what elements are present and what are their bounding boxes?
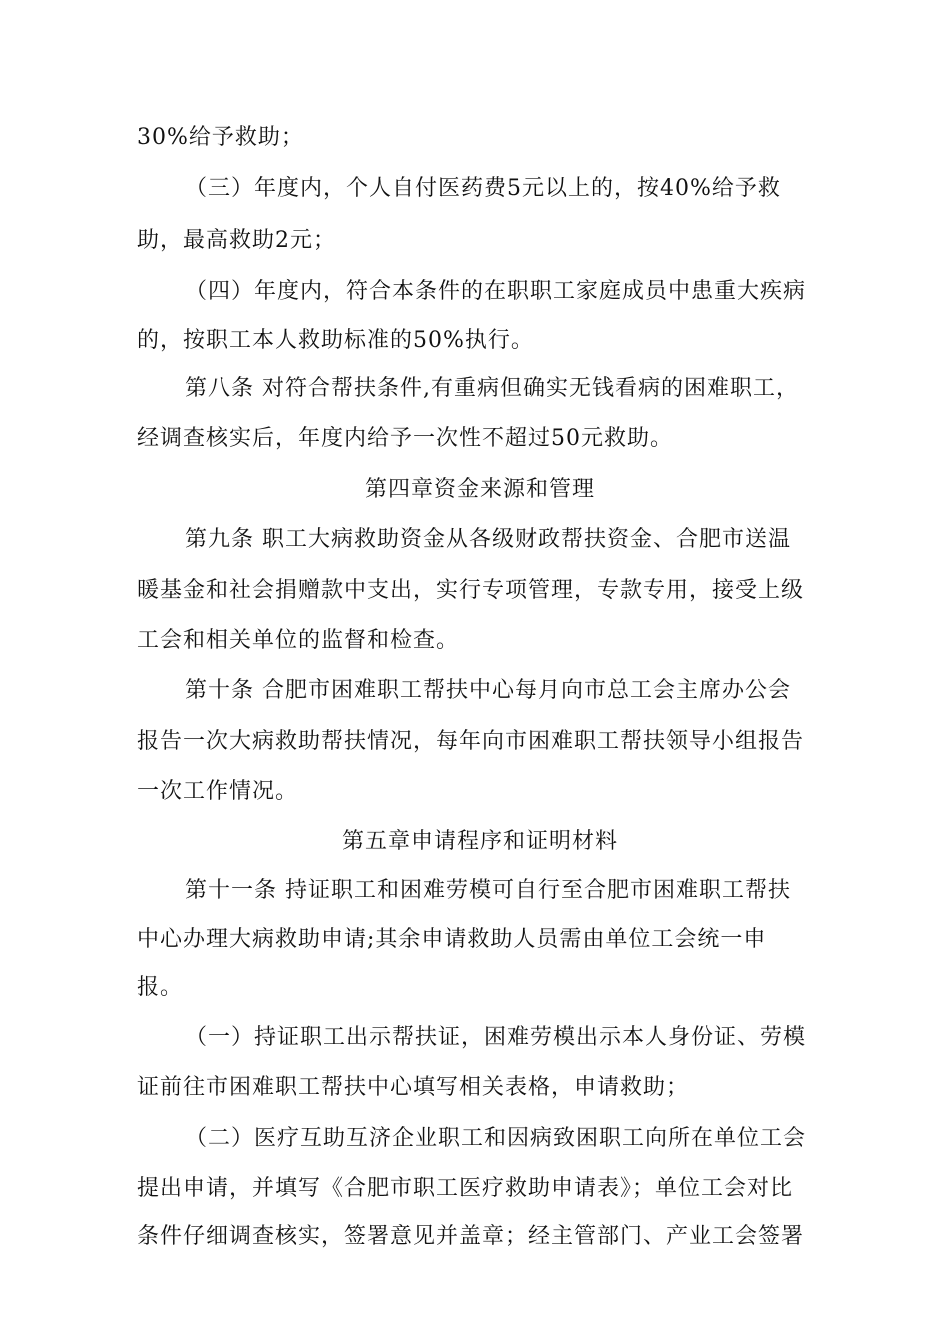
text-line: （二）医疗互助互济企业职工和因病致困职工向所在单位工会: [185, 1126, 807, 1151]
text-line: 的，按职工本人救助标准的50%执行。: [137, 328, 534, 353]
chapter-heading: 第四章资金来源和管理: [364, 477, 595, 502]
text-line: 助，最高救助2元；: [137, 228, 336, 253]
text-line: 一次工作情况。: [137, 779, 299, 804]
text-line: （一）持证职工出示帮扶证，困难劳模出示本人身份证、劳模: [185, 1025, 807, 1050]
text-line: 第八条 对符合帮扶条件,有重病但确实无钱看病的困难职工，: [185, 376, 799, 401]
text-line: 证前往市困难职工帮扶中心填写相关表格，申请救助；: [137, 1075, 690, 1100]
text-line: 第九条 职工大病救助资金从各级财政帮扶资金、合肥市送温: [185, 527, 791, 552]
text-line: （四）年度内，符合本条件的在职职工家庭成员中患重大疾病: [185, 279, 807, 304]
text-line: 第十一条 持证职工和困难劳模可自行至合肥市困难职工帮扶: [185, 878, 791, 903]
text-line: 条件仔细调查核实，签署意见并盖章；经主管部门、产业工会签署: [137, 1224, 805, 1249]
text-line: 30%给予救助；: [137, 125, 304, 150]
text-line: 经调查核实后，年度内给予一次性不超过50元救助。: [137, 426, 673, 451]
text-line: 报。: [137, 975, 184, 1000]
chapter-heading: 第五章申请程序和证明材料: [341, 829, 618, 854]
text-line: 中心办理大病救助申请;其余申请救助人员需由单位工会统一申: [137, 927, 767, 952]
text-line: 第十条 合肥市困难职工帮扶中心每月向市总工会主席办公会: [185, 678, 791, 703]
text-line: 工会和相关单位的监督和检查。: [137, 628, 460, 653]
text-line: 报告一次大病救助帮扶情况，每年向市困难职工帮扶领导小组报告: [137, 729, 805, 754]
text-line: （三）年度内，个人自付医药费5元以上的，按40%给予救: [185, 176, 781, 201]
text-line: 暖基金和社会捐赠款中支出，实行专项管理，专款专用，接受上级: [137, 578, 805, 603]
text-line: 提出申请，并填写《合肥市职工医疗救助申请表》；单位工会对比: [137, 1176, 794, 1201]
